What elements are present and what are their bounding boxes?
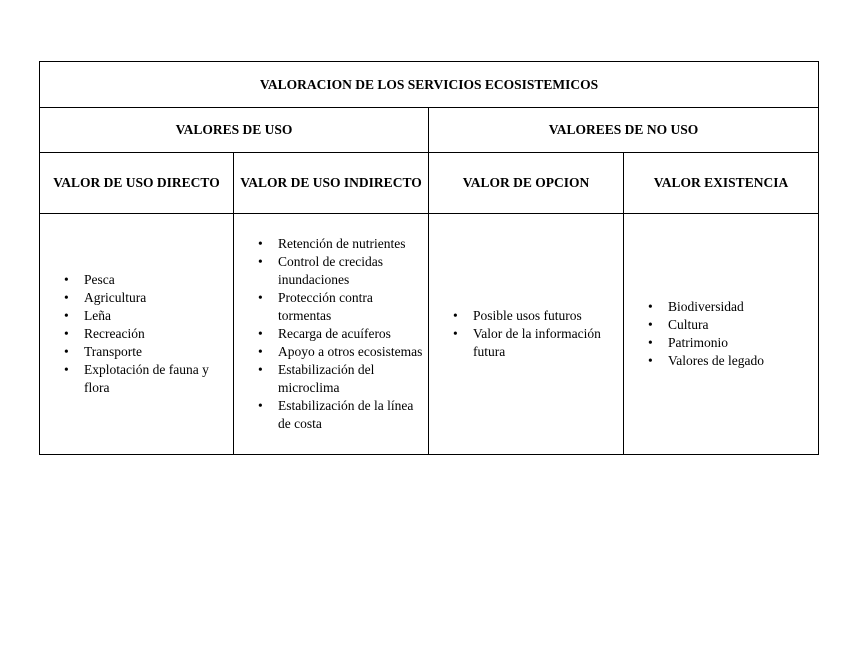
indirect-use-list [234,235,428,433]
content-row [40,214,819,455]
list-item: • Cultura [668,316,814,334]
group-header-non-use-values: VALOREES DE NO USO [429,108,819,153]
list-item: • Agricultura [84,289,229,307]
list-item: • Retención de nutrientes [278,235,424,253]
list-item: • Patrimonio [668,334,814,352]
list-item: • Valor de la información futura [473,325,619,361]
direct-use-list [40,271,233,397]
direct-use-cell [40,214,234,455]
list-item: • Explotación de fauna y flora [84,361,229,397]
list-item: • Estabilización del microclima [278,361,424,397]
column-header-direct-use: VALOR DE USO DIRECTO [40,153,234,214]
indirect-use-cell [234,214,429,455]
title-row [40,62,819,108]
column-header-indirect-use: VALOR DE USO INDIRECTO [234,153,429,214]
list-item: • Protección contra tormentas [278,289,424,325]
option-value-cell [429,214,624,455]
column-header-existence-value: VALOR EXISTENCIA [624,153,819,214]
list-item: • Control de crecidas inundaciones [278,253,424,289]
list-item: • Estabilización de la línea de costa [278,397,424,433]
list-item: • Posible usos futuros [473,307,619,325]
existence-value-cell [624,214,819,455]
list-item: • Valores de legado [668,352,814,370]
list-item: • Transporte [84,343,229,361]
group-row [40,108,819,153]
list-item: • Biodiversidad [668,298,814,316]
list-item: • Leña [84,307,229,325]
ecosystem-services-table [39,61,819,455]
list-item: • Apoyo a otros ecosistemas [278,343,424,361]
group-header-use-values: VALORES DE USO [40,108,429,153]
list-item: • Recarga de acuíferos [278,325,424,343]
table-title: VALORACION DE LOS SERVICIOS ECOSISTEMICOS [40,62,819,108]
column-header-row [40,153,819,214]
list-item: • Recreación [84,325,229,343]
list-item: • Pesca [84,271,229,289]
column-header-option-value: VALOR DE OPCION [429,153,624,214]
option-value-list [429,307,623,361]
existence-value-list [624,298,818,370]
